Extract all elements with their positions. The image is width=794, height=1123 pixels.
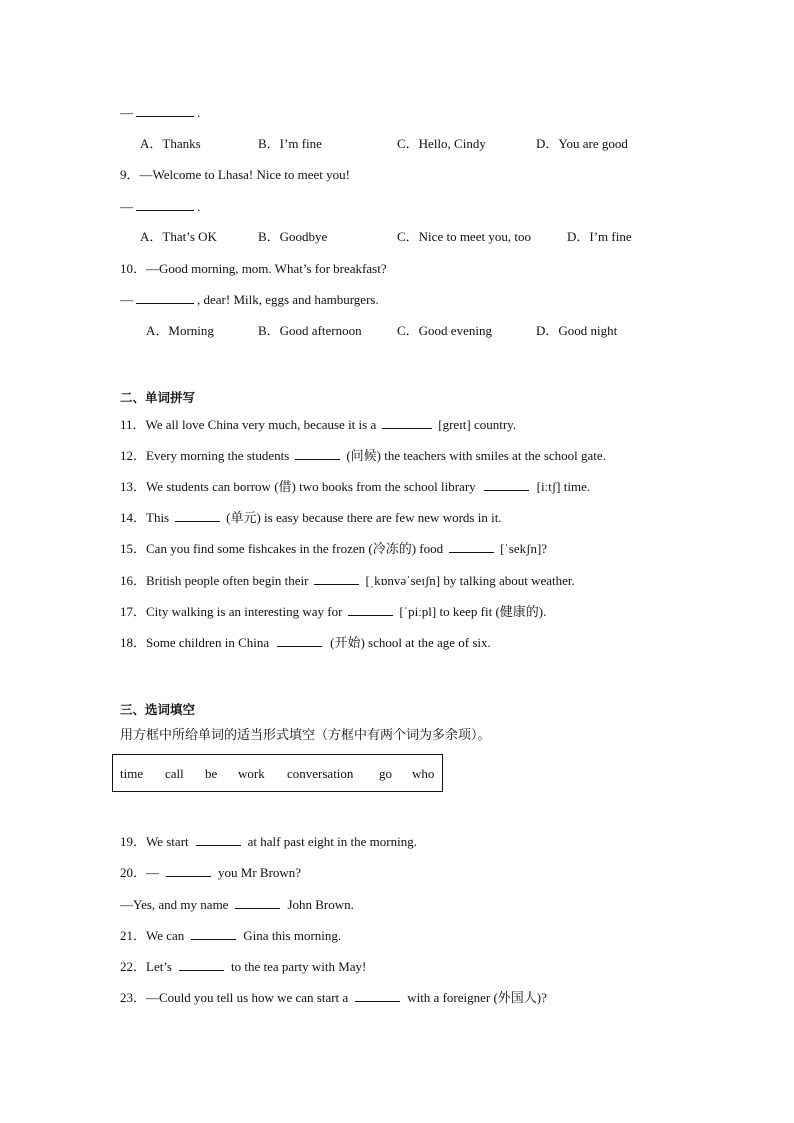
q20-response-text-after: John Brown. bbox=[287, 897, 354, 912]
q11-text: 11．We all love China very much, because it is a bbox=[120, 417, 377, 432]
q8-option-d[interactable]: D．You are good bbox=[536, 136, 628, 151]
q9-option-a[interactable]: A．That’s OK bbox=[140, 229, 217, 244]
q17 bbox=[120, 604, 546, 620]
q22-text-after: to the tea party with May! bbox=[231, 959, 367, 974]
section3-instruction: 用方框中所给单词的适当形式填空（方框中有两个词为多余项）。 bbox=[120, 728, 491, 743]
q14-hint: (单元) is easy because there are few new words in it. bbox=[226, 510, 502, 525]
q9-option-b[interactable]: B．Goodbye bbox=[258, 229, 328, 244]
q14-text: 14．This bbox=[120, 510, 170, 525]
q12 bbox=[120, 448, 606, 464]
q19-text: 19．We start bbox=[120, 834, 189, 849]
period: . bbox=[197, 105, 201, 120]
q20-blank[interactable] bbox=[166, 865, 211, 877]
q16 bbox=[120, 573, 575, 589]
q18 bbox=[120, 635, 491, 651]
q10-answer-line bbox=[120, 292, 379, 308]
q11-hint: [greɪt] country. bbox=[438, 417, 517, 432]
q9-question: 9．—Welcome to Lhasa! Nice to meet you! bbox=[120, 167, 350, 182]
q21-text-after: Gina this morning. bbox=[243, 928, 342, 943]
q13 bbox=[120, 479, 590, 495]
q8-option-b[interactable]: B．I’m fine bbox=[258, 136, 322, 151]
q18-hint: (开始) school at the age of six. bbox=[330, 635, 491, 650]
q11 bbox=[120, 417, 516, 433]
q16-hint: [ˌkɒnvəˈseɪʃn] by talking about weather. bbox=[365, 573, 575, 588]
q20 bbox=[120, 865, 301, 881]
q22 bbox=[120, 959, 366, 975]
q13-hint: [iːtʃ] time. bbox=[536, 479, 591, 494]
q10-option-c[interactable]: C．Good evening bbox=[397, 323, 492, 338]
word-bank-item: work bbox=[238, 766, 265, 781]
word-bank-item: time bbox=[120, 766, 144, 781]
answer-text: , dear! Milk, eggs and hamburgers. bbox=[197, 292, 379, 307]
q9-answer-line bbox=[120, 199, 200, 215]
q15-hint: [ˈsekʃn]? bbox=[500, 541, 548, 556]
word-box bbox=[112, 754, 443, 792]
q18-text: 18．Some children in China bbox=[120, 635, 270, 650]
dash: — bbox=[120, 105, 133, 120]
q22-text: 22．Let’s bbox=[120, 959, 172, 974]
q10-option-a[interactable]: A．Morning bbox=[146, 323, 214, 338]
q17-text: 17．City walking is an interesting way for bbox=[120, 604, 343, 619]
q9-option-d[interactable]: D．I’m fine bbox=[567, 229, 632, 244]
q9-option-c[interactable]: C．Nice to meet you, too bbox=[397, 229, 531, 244]
q11-blank[interactable] bbox=[382, 417, 432, 429]
q23 bbox=[120, 990, 547, 1006]
q10-option-d[interactable]: D．Good night bbox=[536, 323, 618, 338]
section2-title: 二、单词拼写 bbox=[120, 390, 196, 405]
q18-blank[interactable] bbox=[277, 635, 322, 647]
q19 bbox=[120, 834, 417, 850]
word-bank-item: go bbox=[379, 766, 392, 781]
q15-text: 15．Can you find some fishcakes in the frozen (冷冻的) food bbox=[120, 541, 444, 556]
q21 bbox=[120, 928, 341, 944]
q15 bbox=[120, 541, 547, 557]
q21-blank[interactable] bbox=[191, 928, 236, 940]
q17-hint: [ˈpiːpl] to keep fit (健康的). bbox=[399, 604, 547, 619]
dash: — bbox=[120, 199, 133, 214]
q13-text: 13．We students can borrow (借) two books from the school library bbox=[120, 479, 476, 494]
q22-blank[interactable] bbox=[179, 959, 224, 971]
q23-text: 23．—Could you tell us how we can start a bbox=[120, 990, 349, 1005]
q14-blank[interactable] bbox=[175, 510, 220, 522]
q23-blank[interactable] bbox=[355, 990, 400, 1002]
q20-text: 20．— bbox=[120, 865, 160, 880]
answer-blank[interactable] bbox=[136, 105, 194, 117]
word-bank-item: be bbox=[205, 766, 218, 781]
q20-response bbox=[120, 897, 354, 913]
q17-blank[interactable] bbox=[348, 604, 393, 616]
q15-blank[interactable] bbox=[449, 541, 494, 553]
q16-blank[interactable] bbox=[314, 573, 359, 585]
section3-title: 三、选词填空 bbox=[120, 702, 196, 717]
q12-blank[interactable] bbox=[295, 448, 340, 460]
q10-question: 10．—Good morning, mom. What’s for breakfast? bbox=[120, 261, 387, 276]
q8-option-c[interactable]: C．Hello, Cindy bbox=[397, 136, 486, 151]
answer-blank[interactable] bbox=[136, 292, 194, 304]
word-bank-item: call bbox=[165, 766, 184, 781]
q8-answer-line bbox=[120, 105, 200, 121]
q21-text: 21．We can bbox=[120, 928, 185, 943]
q13-blank[interactable] bbox=[484, 479, 529, 491]
q20-response-text: —Yes, and my name bbox=[120, 897, 229, 912]
q14 bbox=[120, 510, 502, 526]
q20-text-after: you Mr Brown? bbox=[218, 865, 302, 880]
period: . bbox=[197, 199, 201, 214]
word-bank-item: who bbox=[412, 766, 435, 781]
q23-text-after: with a foreigner (外国人)? bbox=[407, 990, 547, 1005]
answer-blank[interactable] bbox=[136, 199, 194, 211]
q10-option-b[interactable]: B．Good afternoon bbox=[258, 323, 362, 338]
dash: — bbox=[120, 292, 133, 307]
q19-text-after: at half past eight in the morning. bbox=[247, 834, 417, 849]
q16-text: 16．British people often begin their bbox=[120, 573, 309, 588]
q12-text: 12．Every morning the students bbox=[120, 448, 290, 463]
q19-blank[interactable] bbox=[196, 834, 241, 846]
q8-option-a[interactable]: A．Thanks bbox=[140, 136, 201, 151]
q20-response-blank[interactable] bbox=[235, 897, 280, 909]
q12-hint: (问候) the teachers with smiles at the school gate. bbox=[346, 448, 606, 463]
word-bank-item: conversation bbox=[287, 766, 354, 781]
